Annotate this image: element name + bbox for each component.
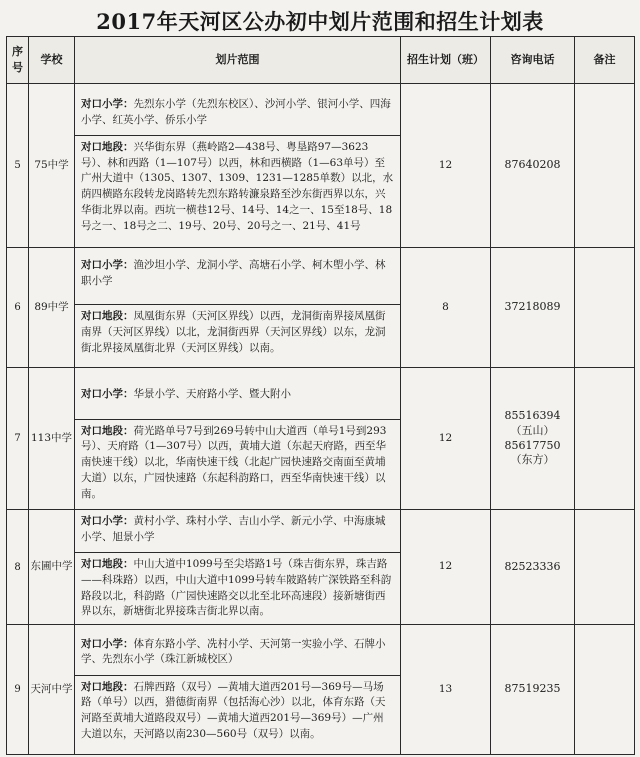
row-phone [491,625,575,755]
row-school: 89中学 [29,248,75,368]
primary-schools [75,371,400,419]
primary-label: 对口小学： [81,387,134,400]
primary-text: 体育东路小学、冼村小学、天河第一实验小学、石牌小学、先烈东小学（珠江新城校区） [81,637,386,666]
area-range [75,552,400,624]
row-note [575,368,635,510]
header-school: 学校 [29,37,75,84]
table-header-row [7,37,635,84]
row-seq: 7 [7,368,29,510]
primary-label: 对口小学： [81,515,134,527]
primary-text: 黄村小学、珠村小学、吉山小学、新元小学、中海康城小学、旭景小学 [81,515,386,543]
primary-schools [75,633,400,675]
area-label: 对口地段： [81,424,134,437]
area-text: 石牌西路（双号）—黄埔大道西201号—369号—马场路（单号）以西，猎德街南界（包括海心沙）以北，体育东路（天河路至黄埔大道路段双号）—黄埔大道西201号—369号）—广州大道以东，天河路以南230—560号（双号）以南。 [81,680,386,740]
row-seq: 9 [7,625,29,755]
phone-branch: （东方） [510,453,555,467]
phone-number: 87640208 [504,158,561,172]
row-plan: 13 [401,625,491,755]
row-phone [491,510,575,625]
area-label: 对口地段： [81,558,134,570]
row-range [75,84,401,248]
row-seq: 5 [7,84,29,248]
header-range: 划片范围 [75,37,401,84]
row-phone [491,84,575,248]
table-row [7,368,635,510]
row-range [75,248,401,368]
table-row [7,248,635,368]
row-note [575,510,635,625]
row-phone [491,248,575,368]
row-note [575,248,635,368]
row-seq: 6 [7,248,29,368]
phone-number: 85617750 [504,438,561,452]
primary-schools [75,510,400,552]
table-row [7,84,635,248]
table-row [7,625,635,755]
row-note [575,625,635,755]
row-school: 东圃中学 [29,510,75,625]
area-label: 对口地段： [81,140,134,153]
primary-text: 先烈东小学（先烈东校区）、沙河小学、银河小学、四海小学、红英小学、侨乐小学 [81,97,391,126]
area-range [75,135,400,239]
phone-number: 87519235 [504,682,561,696]
row-seq: 8 [7,510,29,625]
row-school: 75中学 [29,84,75,248]
header-note: 备注 [575,37,635,84]
header-phone: 咨询电话 [491,37,575,84]
admission-plan-table [6,36,635,755]
row-plan: 8 [401,248,491,368]
primary-schools [75,254,400,304]
row-plan: 12 [401,510,491,625]
primary-label: 对口小学： [81,637,134,650]
row-range [75,368,401,510]
primary-text: 华景小学、天府路小学、暨大附小 [133,387,291,400]
row-range [75,510,401,625]
area-range [75,419,400,507]
row-school: 天河中学 [29,625,75,755]
area-label: 对口地段： [81,680,134,693]
primary-schools [75,93,400,135]
row-school: 113中学 [29,368,75,510]
row-phone [491,368,575,510]
area-range [75,675,400,747]
page-title: 2017年天河区公办初中划片范围和招生计划表 [96,9,544,34]
phone-number: 37218089 [504,300,561,314]
primary-label: 对口小学： [81,97,134,110]
header-plan: 招生计划（班） [401,37,491,84]
phone-number: 85516394 [504,408,561,422]
area-range [75,304,400,360]
phone-number: 82523336 [504,559,561,573]
area-text: 荷光路单号7号到269号转中山大道西（单号1号到293号）、天府路（1—307号）以西，黄埔大道（东起天府路，西至华南快速干线）以北，华南快速干线（北起广园快速路交南面至黄埔大道）以东，广园快速路（东起科韵路口，西至华南快速干线）以南。 [81,424,387,500]
row-plan: 12 [401,84,491,248]
phone-branch: （五山） [510,423,555,437]
table-row [7,510,635,625]
primary-label: 对口小学： [81,259,134,272]
row-note [575,84,635,248]
area-text: 兴华街东界（燕岭路2—438号、粤垦路97—3623号）、林和西路（1—107号）以西，林和西横路（1—63单号）至广州大道中（1305、1307、1309、1231—1285单数）以北，水荫四横路东段转龙岗路转先烈东路转濂泉路至沙东街西界以东，兴华街北界以南。西坑一横巷12号、14号、14之一、15至18号、18号之一、18号之二、19号、20号、20号之一、21号、41号 [81,140,394,232]
area-label: 对口地段： [81,310,134,323]
header-seq: 序号 [7,37,29,84]
area-text: 凤凰街东界（天河区界线）以西，龙洞街南界接凤凰街南界（天河区界线）以北，龙洞街西界（天河区界线）以东，龙洞街北界接凤凰街北界（天河区界线）以南。 [81,310,386,354]
primary-text: 渔沙坦小学、龙洞小学、高塘石小学、柯木塱小学、林职小学 [81,259,386,288]
row-range [75,625,401,755]
area-text: 中山大道中1099号至尖塔路1号（珠吉街东界，珠吉路——科珠路）以西，中山大道中1099号转车陂路转广深铁路至科韵路段以北，科韵路（广园快速路交以北至北环高速段）接新塘街西界以东，新塘街北界接珠吉街北界以南。 [81,558,392,618]
row-plan: 12 [401,368,491,510]
